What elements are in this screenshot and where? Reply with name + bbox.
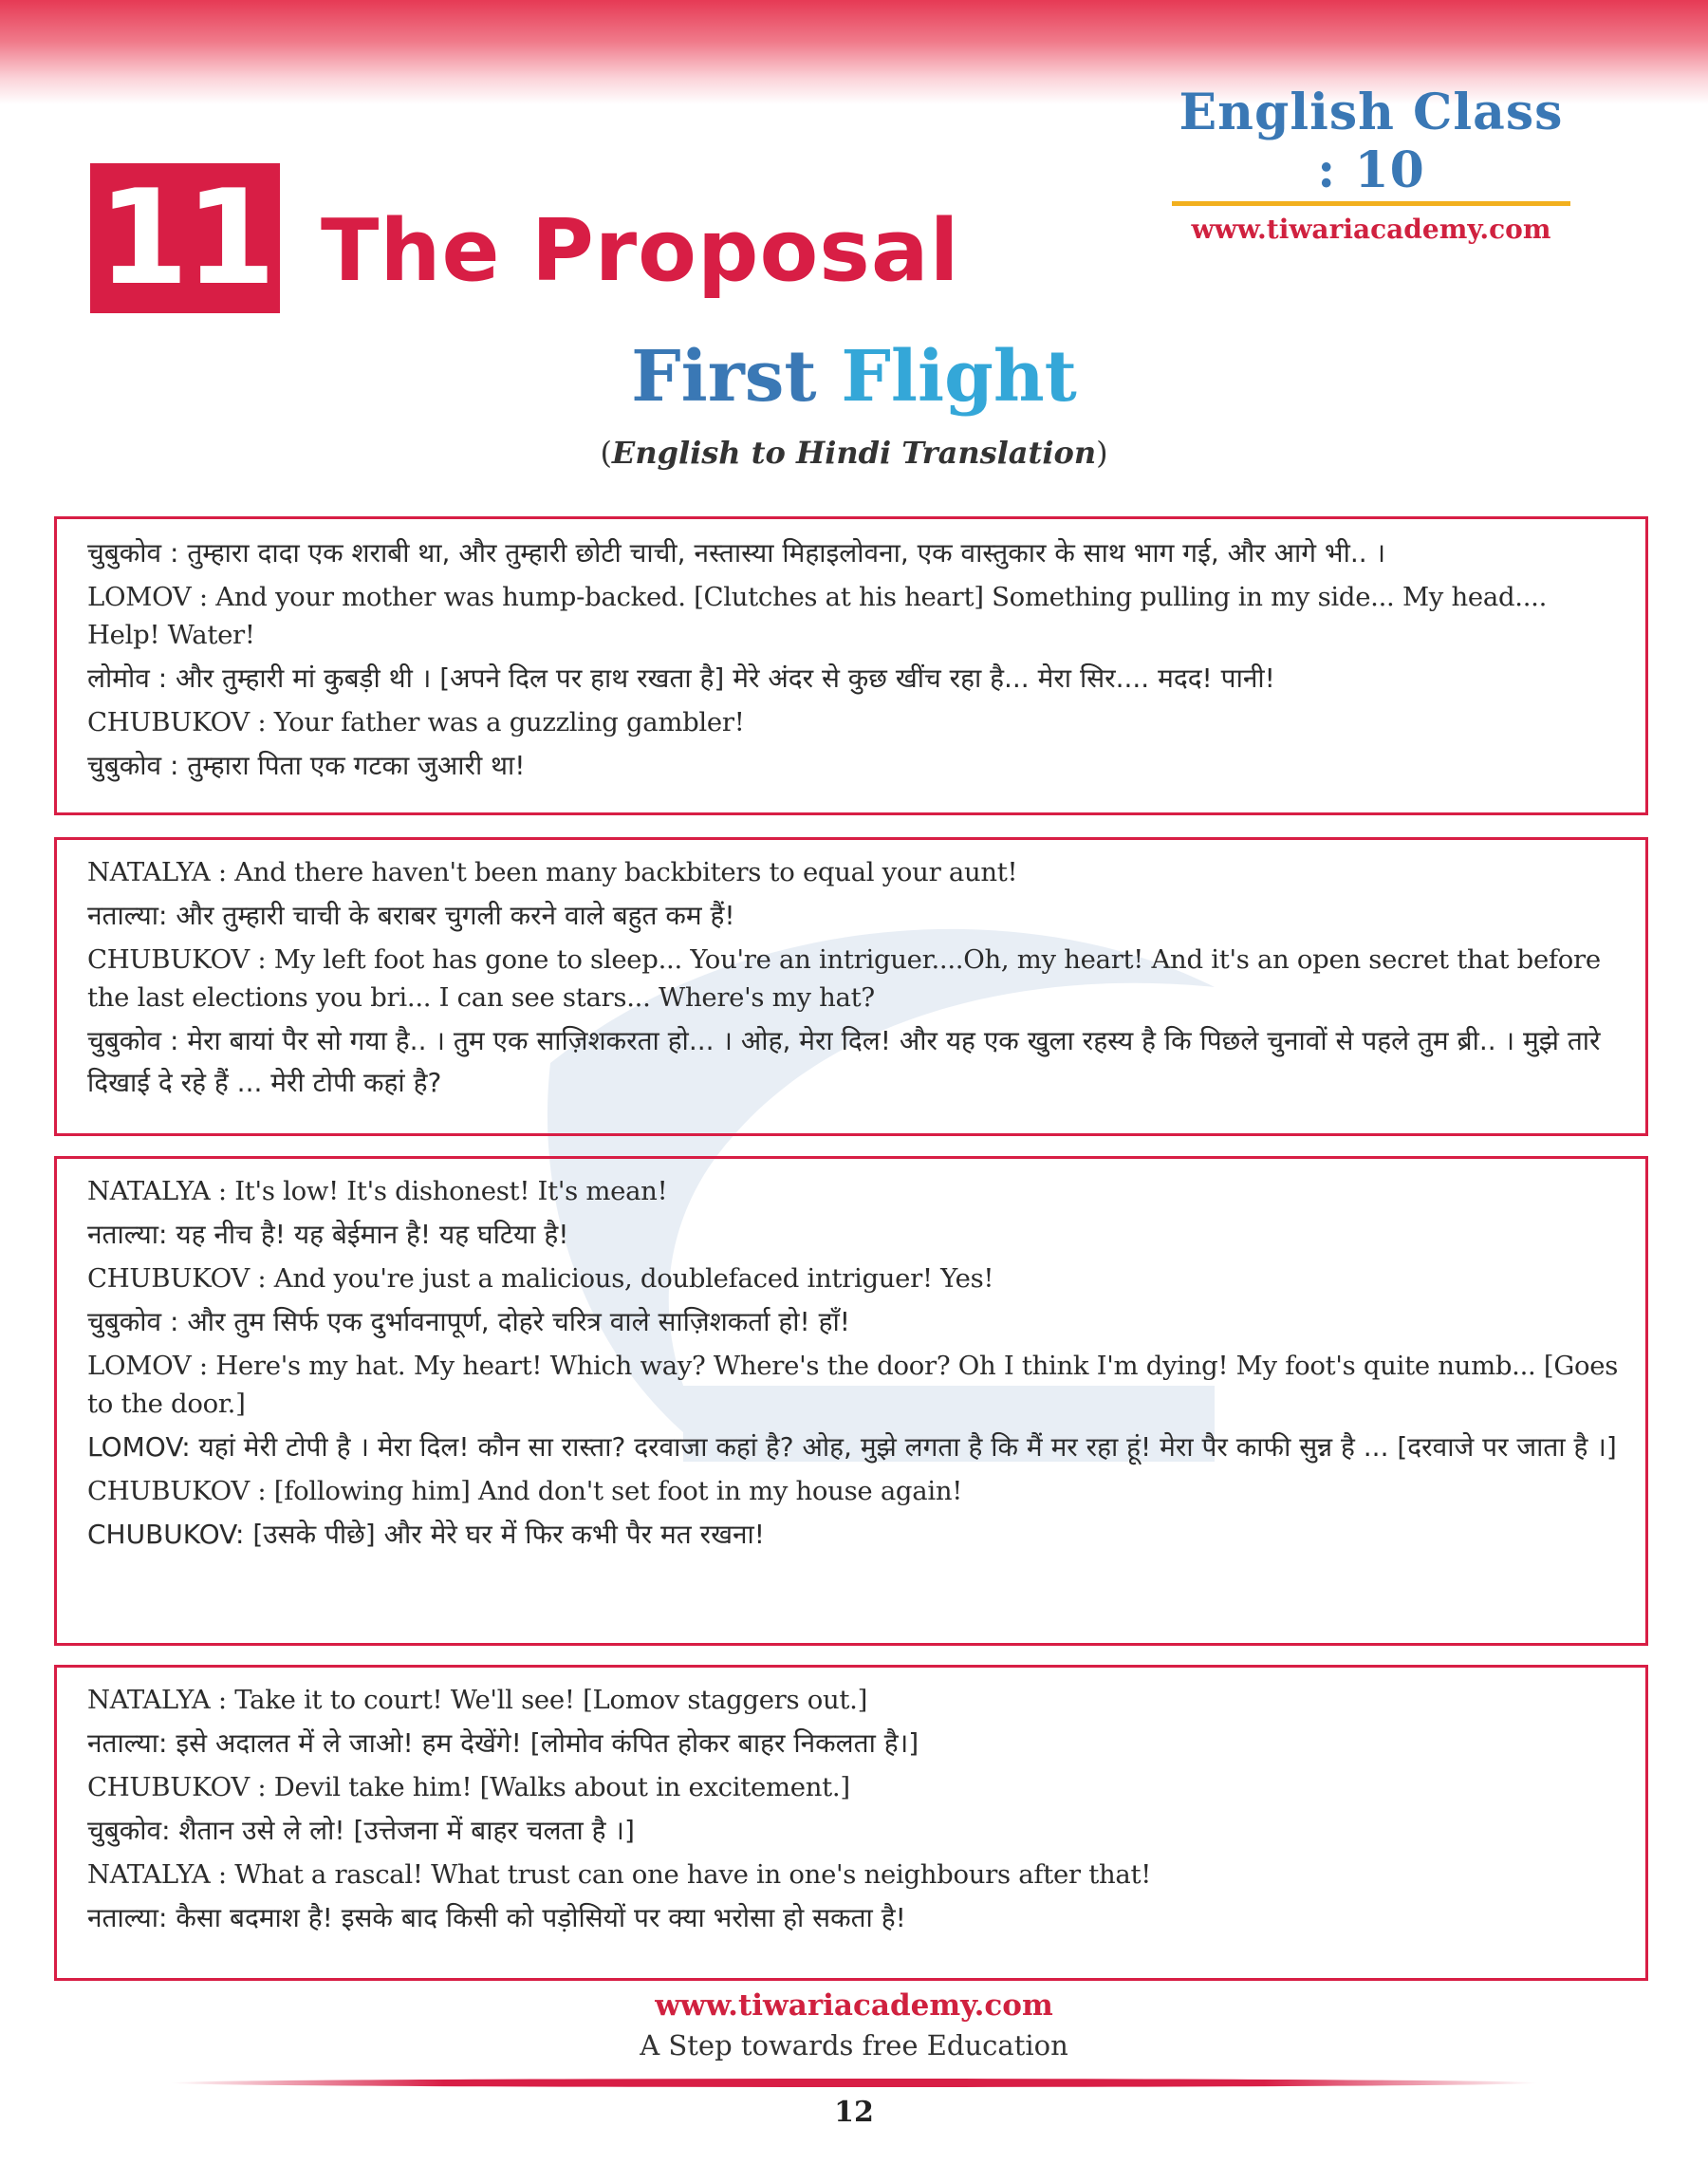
dialogue-block-3 (54, 1156, 1648, 1646)
brand-url[interactable]: www.tiwariacademy.com (1191, 214, 1551, 245)
dialogue-line: CHUBUKOV : And you're just a malicious, doublefaced intriguer! Yes! (87, 1263, 994, 1294)
dialogue-block-1 (54, 516, 1648, 815)
footer-divider (171, 2079, 1537, 2087)
dialogue-line: NATALYA : It's low! It's dishonest! It's mean! (87, 1176, 668, 1206)
dialogue-line: नताल्या: और तुम्हारी चाची के बराबर चुगली करने वाले बहुत कम हैं! (87, 900, 735, 931)
dialogue-line: नताल्या: कैसा बदमाश है! इसके बाद किसी को पड़ोसियों पर क्या भरोसा हो सकता है! (87, 1902, 906, 1933)
dialogue-line: चुबुकोव : तुम्हारा पिता एक गटका जुआरी था! (87, 750, 526, 781)
dialogue-line: चुबुकोव : तुम्हारा दादा एक शराबी था, और तुम्हारी छोटी चाची, नस्तास्या मिहाइलोवना, एक वास्तुकार के साथ भाग गई, और आगे भी.. । (87, 537, 1386, 569)
dialogue-line: CHUBUKOV : My left foot has gone to sleep... You're an intriguer....Oh, my heart! And it's an open secret that before the last elections you bri... I can see stars... Where's my hat? (87, 944, 1601, 1013)
dialogue-line: CHUBUKOV: [उसके पीछे] और मेरे घर में फिर कभी पैर मत रखना! (87, 1519, 765, 1550)
book-title-word2: Flight (841, 336, 1077, 418)
dialogue-line: CHUBUKOV : [following him] And don't set foot in my house again! (87, 1476, 962, 1506)
dialogue-line: चुबुकोव : मेरा बायां पैर सो गया है.. । तुम एक साज़िशकरता हो... । ओह, मेरा दिल! और यह एक खुला रहस्य है कि पिछले चुनावों से पहले तुम ब्री.. । मुझे तारे दिखाई दे रहे हैं ... मेरी टोपी कहां है? (87, 1025, 1601, 1098)
dialogue-line: CHUBUKOV : Your father was a guzzling gambler! (87, 707, 745, 737)
dialogue-line: चुबुकोव: शैतान उसे ले लो! [उत्तेजना में बाहर चलता है ।] (87, 1815, 635, 1846)
footer-tagline: A Step towards free Education (640, 2029, 1068, 2062)
dialogue-line: NATALYA : What a rascal! What trust can one have in one's neighbours after that! (87, 1859, 1151, 1890)
dialogue-line: नताल्या: इसे अदालत में ले जाओ! हम देखेंगे! [लोमोव कंपित होकर बाहर निकलता है।] (87, 1727, 919, 1759)
subtitle-text: English to Hindi Translation (611, 435, 1097, 471)
dialogue-line: लोमोव : और तुम्हारी मां कुबड़ी थी । [अपने दिल पर हाथ रखता है] मेरे अंदर से कुछ खींच रहा है... मेरा सिर.... मदद! पानी! (87, 662, 1275, 694)
book-title (0, 334, 1708, 420)
dialogue-line: NATALYA : And there haven't been many backbiters to equal your aunt! (87, 857, 1018, 887)
dialogue-line: LOMOV : Here's my hat. My heart! Which way? Where's the door? Oh I think I'm dying! My foot's quite numb... [Goes to the door.] (87, 1351, 1619, 1419)
dialogue-block-4 (54, 1665, 1648, 1981)
chapter-number: 11 (90, 163, 280, 313)
dialogue-line: NATALYA : Take it to court! We'll see! [Lomov staggers out.] (87, 1685, 868, 1715)
page-number: 12 (834, 2096, 874, 2129)
dialogue-line: नताल्या: यह नीच है! यह बेईमान है! यह घटिया है! (87, 1219, 569, 1250)
dialogue-line: चुबुकोव : और तुम सिर्फ एक दुर्भावनापूर्ण, दोहरे चरित्र वाले साज़िशकर्ता हो! हाँ! (87, 1306, 850, 1337)
subtitle-open-paren: ( (600, 435, 612, 471)
chapter-title: The Proposal (321, 201, 960, 301)
subtitle (0, 432, 1708, 474)
dialogue-line: LOMOV: यहां मेरी टोपी है । मेरा दिल! कौन सा रास्ता? दरवाजा कहां है? ओह, मुझे लगता है कि मैं मर रहा हूं! मेरा पैर काफी सुन्न है ... [दरवाजे पर जाता है ।] (87, 1431, 1617, 1463)
subtitle-close-paren: ) (1096, 435, 1108, 471)
footer-url[interactable]: www.tiwariacademy.com (655, 1988, 1053, 2023)
book-title-word1: First (631, 336, 817, 418)
brand-block (1172, 84, 1570, 245)
dialogue-line: LOMOV : And your mother was hump-backed. [Clutches at his heart] Something pulling in my side... My head.... Help! Water! (87, 582, 1548, 650)
brand-title: English Class : 10 (1172, 84, 1570, 206)
dialogue-block-2 (54, 837, 1648, 1136)
dialogue-line: CHUBUKOV : Devil take him! [Walks about in excitement.] (87, 1772, 850, 1802)
